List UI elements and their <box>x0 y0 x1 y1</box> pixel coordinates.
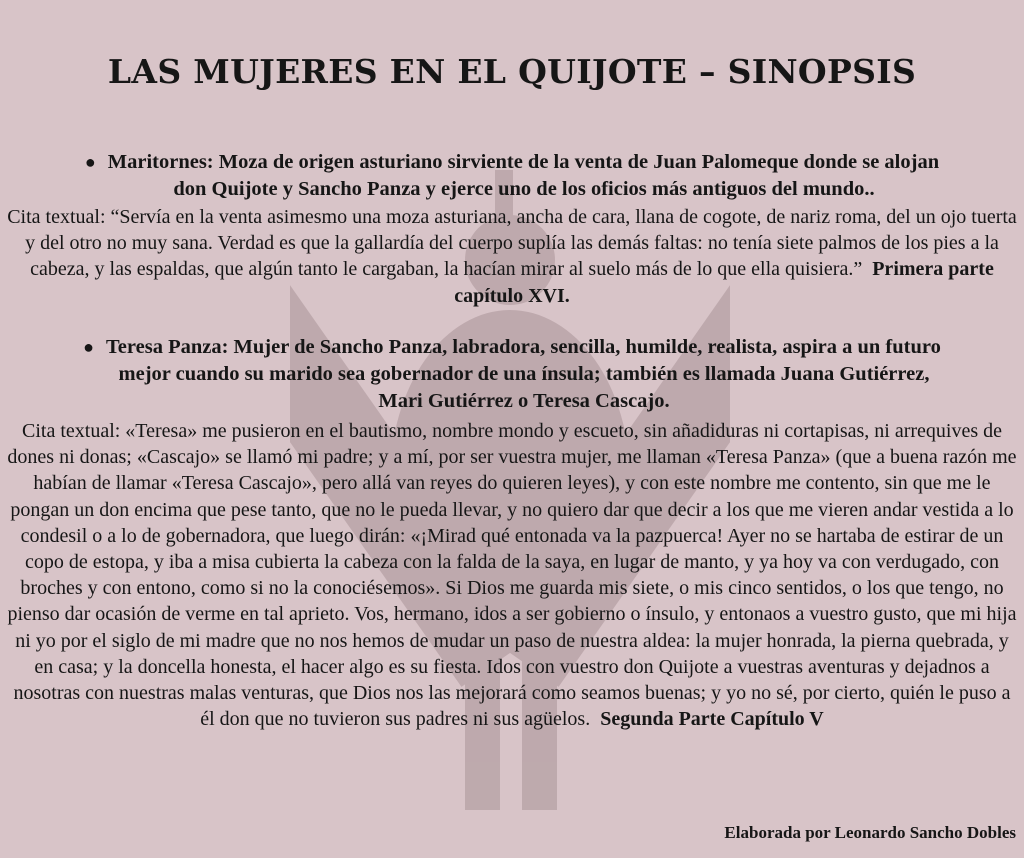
page-title: LAS MUJERES EN EL QUIJOTE – SINOPSIS <box>107 52 917 91</box>
entry-heading-maritornes <box>0 149 1024 176</box>
entry-quote-maritornes <box>6 204 1018 309</box>
entry-heading-teresa-line2: mejor cuando su marido sea gobernador de una ínsula; también es llamada Juana Gutiérrez, <box>118 363 930 385</box>
quote-reference: Primera parte capítulo XVI. <box>454 258 994 307</box>
quote-text: Cita textual: “Servía en la venta asimesmo una moza asturiana, ancha de cara, llana de cogote, de nariz roma, del un ojo tuerta y del otro no muy sana. Verdad es que la gallardía del cuerpo suplía las demás faltas: no tenía siete palmos de los pies a la cabeza, y las espaldas, que algún tanto le cargaban, la hacían mirar al suelo más de lo que ella quisiera.” <box>7 206 1017 281</box>
bullet-marker: ● <box>84 152 96 172</box>
entry-heading-maritornes-line2: don Quijote y Sancho Panza y ejerce uno de los oficios más antiguos del mundo.. <box>173 178 875 200</box>
entry-heading-line: Maritornes: Moza de origen asturiano sirviente de la venta de Juan Palomeque donde se alojan <box>107 151 940 173</box>
quote-text: Cita textual: «Teresa» me pusieron en el bautismo, nombre mondo y escueto, sin añadiduras ni cortapisas, ni arrequives de dones ni donas; «Cascajo» se llamó mi padre; y a mí, por ser vuestra mujer, me llaman «Teresa Panza» (que a buena razón me habían de llamar «Teresa Cascajo», pero allá van reyes do quieren leyes), y con este nombre me contento, sin que me le pongan un don encima que pese tanto, que no le pueda llevar, y no quiero dar que decir a los que me vieren andar vestida a lo condesil o a lo de gobernadora, que luego dirán: «¡Mirad qué entonada va la pazpuerca! Ayer no se hartaba de estirar de un copo de estopa, y iba a misa cubierta la cabeza con la falda de la saya, en lugar de manto, y ya hoy va con verdugado, con broches y con entono, como si no la conociésemos». Si Dios me guarda mis siete, o mis cinco sentidos, o los que tengo, no pienso dar ocasión de verme en tal aprieto. Vos, hermano, idos a ser gobierno o ínsulo, y entonaos a vuestro gusto, que mi hija ni yo por el siglo de mi madre que no nos hemos de mudar un paso de nuestra aldea: la mujer honrada, la pierna quebrada, y en casa; y la doncella honesta, el hacer algo es su fiesta. Idos con vuestro don Quijote a vuestras aventuras y dejadnos a nosotras con nuestras malas venturas, que Dios nos las mejorará como seamos buenas; y yo no sé, por cierto, quién le puso a él don que no tuvieron sus padres ni sus agüelos. <box>7 420 1017 731</box>
author-credit: Elaborada por Leonardo Sancho Dobles <box>724 823 1016 842</box>
entry-quote-teresa <box>6 418 1018 732</box>
entry-heading-teresa-line3: Mari Gutiérrez o Teresa Cascajo. <box>378 390 670 412</box>
entry-heading-teresa <box>0 334 1024 361</box>
quote-reference: Segunda Parte Capítulo V <box>600 708 824 731</box>
entry-heading-line: Teresa Panza: Mujer de Sancho Panza, labradora, sencilla, humilde, realista, aspira a un futuro <box>106 336 941 358</box>
bullet-marker: ● <box>83 337 95 357</box>
